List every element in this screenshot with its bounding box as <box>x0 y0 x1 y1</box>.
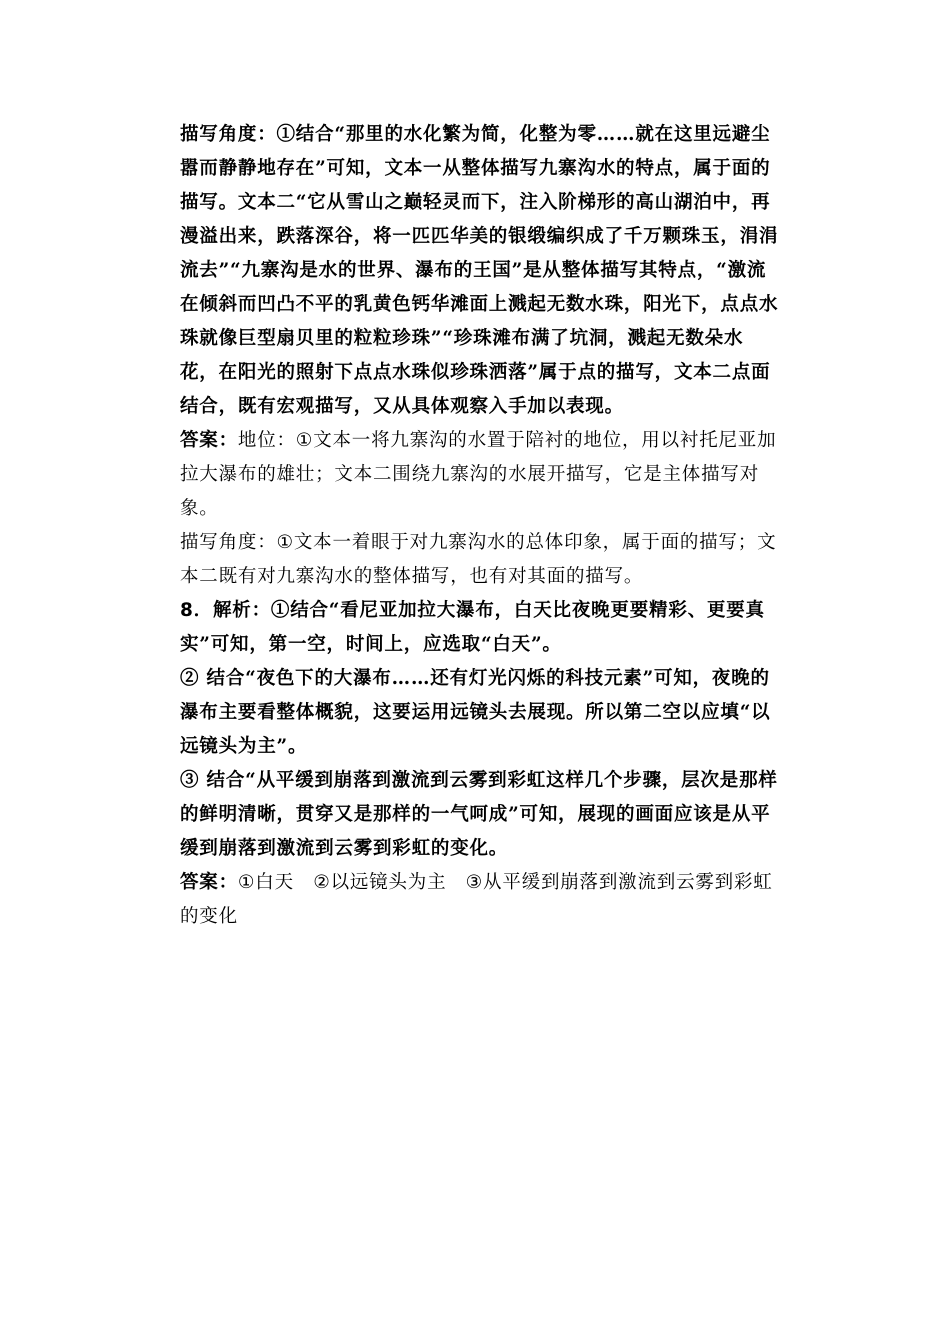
analysis-8-p1-text: ①结合“看尼亚加拉大瀑布，白天比夜晚更要精彩、更要真实”可知，第一空，时间上，应选取“白天”。 <box>180 600 765 655</box>
analysis-label: 解析： <box>212 600 271 621</box>
answer-label: 答案： <box>180 872 238 893</box>
answer-7-depiction: 描写角度：①文本一着眼于对九寨沟水的总体印象，属于面的描写；文本二既有对九寨沟水的整体描写，也有对其面的描写。 <box>180 532 777 587</box>
answer-label: 答案： <box>180 430 238 451</box>
analysis-8-p1 <box>180 594 780 662</box>
analysis-8-p2: ② 结合“夜色下的大瀑布……还有灯光闪烁的科技元素”可知，夜晚的瀑布主要看整体概貌，这要运用远镜头去展现。所以第二空以应填“以远镜头为主”。 <box>180 668 771 757</box>
analysis-7-depiction: 描写角度：①结合“那里的水化繁为简，化整为零……就在这里远避尘嚣而静静地存在”可知，文本一从整体描写九寨沟水的特点，属于面的描写。文本二“它从雪山之巅轻灵而下，注入阶梯形的高山湖泊中，再漫溢出来，跌落深谷，将一匹匹华美的银缎编织成了千万颗珠玉，涓涓流去”“九寨沟是水的世界、瀑布的王国”是从整体描写其特点，“激流在倾斜而凹凸不平的乳黄色钙华滩面上溅起无数水珠，阳光下，点点水珠就像巨型扇贝里的粒粒珍珠”“珍珠滩布满了坑洞，溅起无数朵水花，在阳光的照射下点点水珠似珍珠洒落”属于点的描写，文本二点面结合，既有宏观描写，又从具体观察入手加以表现。 <box>180 124 779 417</box>
answer-7-position-text: 地位：①文本一将九寨沟的水置于陪衬的地位，用以衬托尼亚加拉大瀑布的雄壮；文本二围绕九寨沟的水展开描写，它是主体描写对象。 <box>180 430 777 519</box>
answer-8-text: ①白天 ②以远镜头为主 ③从平缓到崩落到激流到云雾到彩虹的变化 <box>180 872 773 927</box>
question-number: 8． <box>180 600 213 621</box>
answer-7-position <box>180 424 780 526</box>
answer-8 <box>180 866 780 934</box>
document-body <box>180 118 780 934</box>
analysis-8-p3: ③ 结合“从平缓到崩落到激流到云雾到彩虹这样几个步骤，层次是那样的鲜明清晰，贯穿又是那样的一气呵成”可知，展现的画面应该是从平缓到崩落到激流到云雾到彩虹的变化。 <box>180 770 778 859</box>
